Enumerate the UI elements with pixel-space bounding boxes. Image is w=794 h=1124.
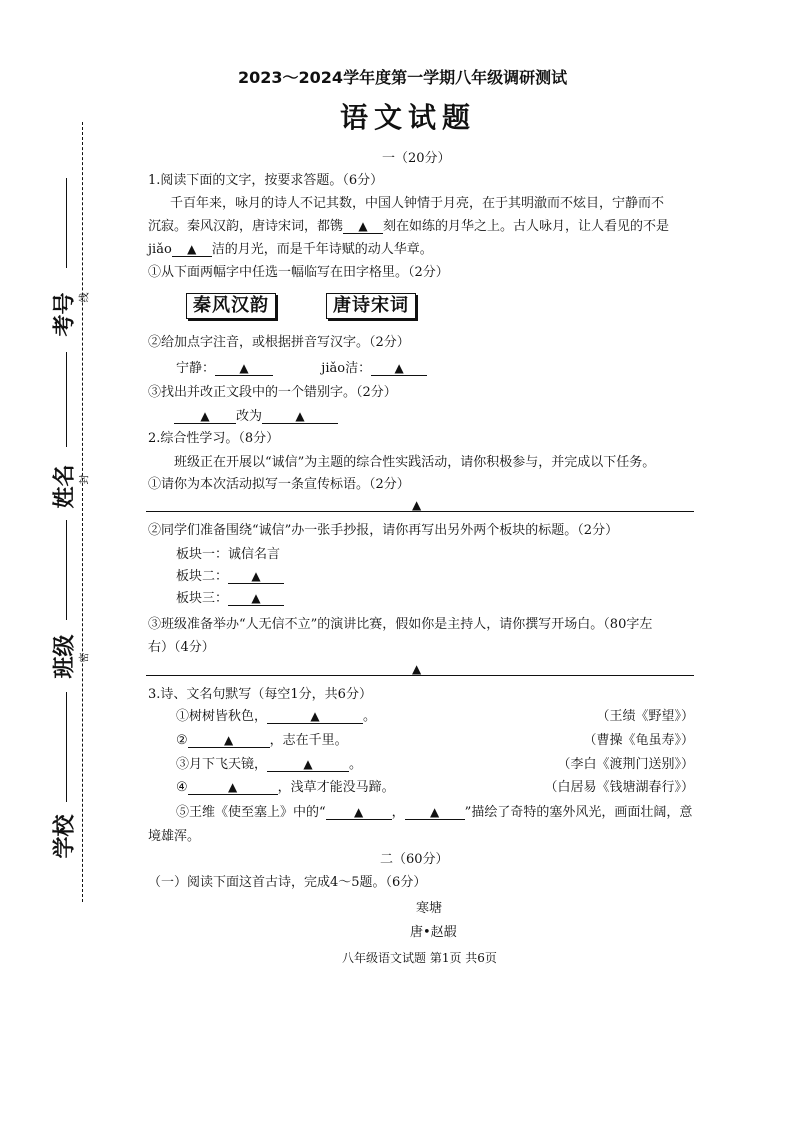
q3-line3-source: （李白《渡荆门送别》） <box>557 757 694 772</box>
answer-blank[interactable]: ▲ <box>310 709 320 723</box>
answer-blank[interactable]: ▲ <box>358 219 368 233</box>
q3-line1: ①树树皆秋色， ▲ 。 <box>176 709 377 724</box>
binding-line-xingming <box>66 352 67 447</box>
q3-line2-source: （曹操《龟虽寿》） <box>583 733 694 748</box>
binding-dashed-line <box>82 122 83 902</box>
q1-prompt: 1.阅读下面的文字，按要求答题。（6分） <box>148 173 384 188</box>
q3-line3: ③月下飞天镜， ▲ 。 <box>176 757 363 772</box>
q2-sub2: ②同学们准备围绕“诚信”办一张手抄报，请你再写出另外两个板块的标题。（2分） <box>148 523 619 538</box>
q1-sub3-answers: ▲ 改为 ▲ <box>174 410 338 424</box>
q3-line2: ② ▲ ，志在千里。 <box>176 733 348 748</box>
section2-heading: 二（60分） <box>380 852 449 867</box>
answer-blank[interactable]: ▲ <box>354 805 364 819</box>
label-feng: 封 <box>79 474 91 485</box>
binding-line-xuexiao <box>66 692 67 802</box>
q2-block1: 板块一：诚信名言 <box>176 547 281 562</box>
calligraphy-box-2[interactable]: 唐诗宋词 <box>326 293 416 319</box>
q3-line5: ⑤王维《使至塞上》中的“ ▲ ， ▲ ”描绘了奇特的塞外风光，画面壮阔，意 <box>176 805 693 820</box>
answer-blank[interactable]: ▲ <box>187 242 197 256</box>
answer-blank[interactable]: ▲ <box>224 733 234 747</box>
binding-line-kaohao <box>66 178 67 268</box>
answer-blank[interactable]: ▲ <box>228 780 238 794</box>
q2-block3: 板块三： ▲ <box>176 592 284 606</box>
answer-blank[interactable]: ▲ <box>295 409 305 423</box>
label-mi: 密 <box>79 652 91 663</box>
poem-author: 唐•赵嘏 <box>410 925 457 940</box>
section2-part1: （一）阅读下面这首古诗，完成4～5题。（6分） <box>148 875 427 890</box>
binding-line-banji <box>66 520 67 620</box>
answer-blank-slogan[interactable]: ▲ <box>412 498 422 512</box>
q2-prompt: 2.综合性学习。（8分） <box>148 431 280 446</box>
q1-para-line1: 千百年来，咏月的诗人不记其数，中国人钟情于月亮，在于其明澈而不炫目，宁静而不 <box>170 196 665 211</box>
q3-prompt: 3.诗、文名句默写（每空1分，共6分） <box>148 687 372 702</box>
answer-blank[interactable]: ▲ <box>251 569 261 583</box>
section1-heading: 一（20分） <box>382 151 451 166</box>
q2-sub3-line2: 右）（4分） <box>148 640 215 655</box>
answer-blank[interactable]: ▲ <box>303 757 313 771</box>
q3-line5-cont: 境雄浑。 <box>148 829 201 844</box>
q2-sub3-line1: ③班级准备举办“人无信不立”的演讲比赛，假如你是主持人，请你撰写开场白。（80字左 <box>148 617 653 632</box>
label-xian: 线 <box>79 292 91 303</box>
label-banji: 班级 <box>52 634 78 679</box>
answer-blank[interactable]: ▲ <box>200 409 210 423</box>
q1-sub3: ③找出并改正文段中的一个错别字。（2分） <box>148 385 397 400</box>
answer-blank[interactable]: ▲ <box>251 591 261 605</box>
q2-sub1: ①请你为本次活动拟写一条宣传标语。（2分） <box>148 477 410 492</box>
q2-block2: 板块二： ▲ <box>176 570 284 584</box>
q3-line4-source: （白居易《钱塘湖春行》） <box>544 780 694 795</box>
answer-blank[interactable]: ▲ <box>239 361 249 375</box>
answer-blank-opening[interactable]: ▲ <box>412 662 422 676</box>
q1-para-line3: jiǎo ▲ 洁的月光，而是千年诗赋的动人华章。 <box>148 242 433 257</box>
q1-sub1: ①从下面两幅字中任选一幅临写在田字格里。（2分） <box>148 265 449 280</box>
subject-title: 语文试题 <box>340 101 477 134</box>
label-xuexiao: 学校 <box>52 814 78 859</box>
q1-para-line2: 沉寂。秦风汉韵，唐诗宋词，都镌 ▲ 刻在如练的月华之上。古人咏月，让人看见的不是 <box>148 219 670 234</box>
calligraphy-box-1[interactable]: 秦风汉韵 <box>186 293 276 319</box>
label-xingming: 姓名 <box>52 464 78 509</box>
label-kaohao: 考号 <box>52 292 78 337</box>
q3-line1-source: （王绩《野望》） <box>596 709 694 724</box>
page-footer: 八年级语文试题 第1页 共6页 <box>342 951 497 965</box>
q1-sub2-answers: 宁静： ▲ jiǎo洁： ▲ <box>176 362 427 376</box>
answer-blank[interactable]: ▲ <box>430 805 440 819</box>
exam-title: 2023～2024学年度第一学期八年级调研测试 <box>238 68 568 87</box>
answer-blank[interactable]: ▲ <box>394 361 404 375</box>
q1-sub2: ②给加点字注音，或根据拼音写汉字。（2分） <box>148 335 410 350</box>
q2-intro: 班级正在开展以“诚信”为主题的综合性实践活动，请你积极参与，并完成以下任务。 <box>174 455 656 470</box>
q3-line4: ④ ▲ ，浅草才能没马蹄。 <box>176 780 395 795</box>
poem-title: 寒塘 <box>416 901 443 916</box>
